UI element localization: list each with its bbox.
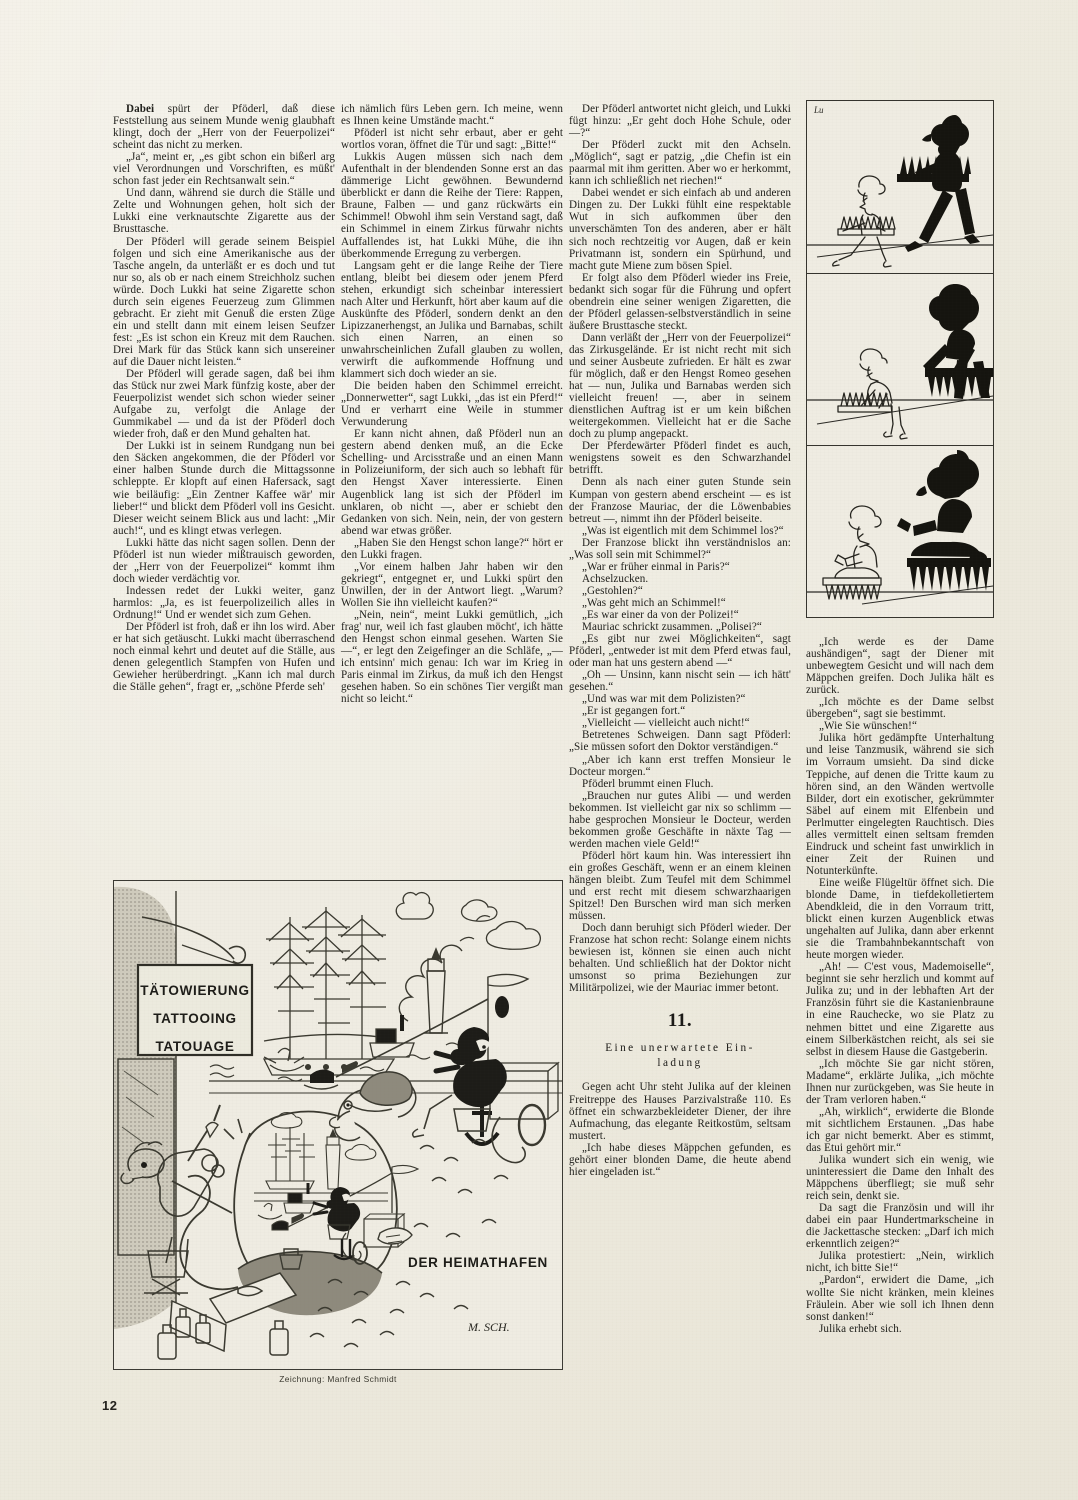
page-number: 12 (102, 1398, 118, 1413)
paragraph: Lukkis Augen müssen sich nach dem Aufenthalt in der blendenden Sonne erst an das dämmerige Licht gewöhnen. Bewundernd überblickt er dann die Reihe der Tiere: Rappen, Braune, Falben — und ganz rückwärts ein Schimmel! Obwohl ihm sein Verstand sagt, daß ein Schimmel in einem Zirkus fürwahr nichts Auffallendes ist, hat Lukki Mühe, die ihn überkommende Erregung zu verbergen. (341, 151, 563, 260)
paragraph: Julika erhebt sich. (819, 1322, 902, 1335)
paragraph: Gegen acht Uhr steht Julika auf der kleinen Freitreppe des Hauses Parzivalstraße 110. Es öffnet ein schwarzbekleideter Diener, der ihre Aufmachung, das elegante Reitkostüm, seltsam mustert. (569, 1081, 791, 1142)
paragraph: „War er früher einmal in Paris?“ (582, 560, 730, 573)
paragraph: „Es war einer da von der Polizei!“ (582, 608, 739, 621)
paragraph: Pföderl hört kaum hin. Was interessiert ihn ein großes Geschäft, wenn er an einem kleinen hängen bleibt. Zum Teufel mit dem Schimmel und erst recht mit diesem schwarzhaarigen Spitzel! Den Burschen wird man sich merken müssen. (569, 849, 791, 923)
paragraph: Pföderl brummt einen Fluch. (582, 777, 714, 790)
paragraph: Der Franzose blickt ihn verständnislos an: „Was soll sein mit Schimmel?“ (569, 536, 791, 561)
paragraph: „Aber ich kann erst treffen Monsieur le Docteur morgen.“ (569, 753, 791, 778)
paragraph: Der Pföderl will gerade sagen, daß bei ihm das Stück nur zwei Mark fünfzig koste, aber der Feuerpolizist wendet sich schon wieder seiner Aufgabe zu, verfolgt die Anlage der Gummikabel — und da ist der Pföderl doch wieder froh, daß er den Mund gehalten hat. (113, 368, 335, 441)
sign-line-3: TATOUAGE (155, 1039, 235, 1054)
paragraph: Er kann nicht ahnen, daß Pföderl nun an gestern abend denken muß, an die Ecke Schelling- und Arcisstraße und an einen Mann in Polizeiuniform, der sich auch so lebhaft für den Hengst Xaver interessierte. Einen Augenblick lang ist sich der Pföderl im unklaren, ob nicht —, aber er schiebt den Gedanken von sich. Nein, nein, der von gestern abend war etwas größer. (341, 428, 563, 537)
strip-panel-3 (807, 445, 993, 617)
paragraph: „Und was war mit dem Polizisten?“ (582, 693, 746, 706)
fakir-carrying-nail-board-icon (807, 101, 993, 273)
paragraph: Doch dann beruhigt sich Pföderl wieder. Der Franzose hat schon recht: Solange einem nichts bewiesen ist, können sie einen auch nicht behalten. Und schließlich hat der Doktor nicht umsonst so prima Beziehungen zur Militärpolizei, wie der Mauriac immer betont. (569, 922, 791, 995)
paragraph: „Vor einem halben Jahr haben wir den gekriegt“, entgegnet er, und Lukki spürt den Unwillen, der in der Antwort liegt. „Warum? Wollen Sie ihn vielleicht kaufen?“ (341, 560, 563, 609)
paragraph: „Nein, nein“, meint Lukki gemütlich, „ich frag' nur, weil ich fast glauben möcht', ich hätte den Hengst schon einmal gesehen. Warten Sie —“, er legt den Zeigefinger an die Schläfe, „— ich entsinn' mich genau: Ich war im Krieg in Paris einmal im Zirkus, da muß ich den Hengst gesehen haben. So ein schönes Tier vergißt man nicht so leicht.“ (341, 608, 563, 706)
paragraph: „Ich werde es der Dame aushändigen“, sagt der Diener mit unbewegtem Gesicht und will nach dem Mäppchen greifen. Doch Julika hält es zurück. (806, 636, 994, 697)
paragraph: Denn als nach einer guten Stunde sein Kumpan von gestern abend erscheint — es ist der Franzose Mauriac, der die Löwenbabies betreut —, nimmt ihn der Pföderl beiseite. (569, 476, 791, 525)
text-column-2 (341, 103, 563, 705)
text-column-4 (806, 636, 994, 1335)
paragraph: Der Pföderl antwortet nicht gleich, und Lukki fügt hinzu: „Er geht doch Hohe Schule, oder —?“ (569, 103, 791, 140)
strip-panel-2 (807, 273, 993, 445)
paragraph: Da sagt die Französin und will ihr dabei ein paar Hundertmarkscheine in die Jackettasche stecken: „Darf ich mich erkenntlich zeigen?“ (806, 1202, 994, 1251)
paragraph: „Ich möchte es der Dame selbst übergeben“, sagt sie bestimmt. (806, 696, 994, 721)
text-column-3 (569, 103, 791, 1178)
column3-body-after (569, 1081, 791, 1177)
strip-panel-1 (807, 101, 993, 273)
paragraph: „Pardon“, erwidert die Dame, „ich wollte Sie nicht kränken, mein kleines Fräulein. Aber wie soll ich Ihnen denn sonst danken!“ (806, 1274, 994, 1323)
paragraph: „Ja“, meint er, „es gibt schon ein bißerl arg viel Verordnungen und Vorschriften, es müßt' schon fast jeder ein Rechtsanwalt sein.“ (113, 151, 335, 188)
silhouette-comic-strip (806, 100, 994, 618)
paragraph: „Er ist gegangen fort.“ (582, 705, 686, 718)
cartoon-credit: Zeichnung: Manfred Schmidt (279, 1374, 397, 1384)
fakir-sitting-on-nail-board-icon (807, 446, 993, 617)
paragraph: Der Pföderl zuckt mit den Achseln. „Möglich“, sagt er patzig, „die Chefin ist ein paarmal mit ihm geritten. Aber wo er herkommt, kann ich schließlich net riechen!“ (569, 139, 791, 188)
paragraph: „Was geht mich an Schimmel!“ (582, 596, 726, 609)
paragraph: „Oh — Unsinn, kann nischt sein — ich hätt' gesehen.“ (569, 669, 791, 694)
cartoon-illustration (113, 880, 563, 1370)
paragraph: Pföderl ist nicht sehr erbaut, aber er geht wortlos voran, öffnet die Tür und sagt: „Bitte!“ (341, 127, 563, 152)
paragraph: Julika wundert sich ein wenig, wie uninteressiert die Dame den Inhalt des Mäppchens überfliegt; sie muß sehr reich sein, denkt sie. (806, 1154, 994, 1203)
paragraph: Julika protestiert: „Nein, wirklich nicht, ich bitte Sie!“ (806, 1250, 994, 1275)
paragraph: „Gestohlen?“ (582, 584, 643, 597)
paragraph: „Brauchen nur gutes Alibi — und werden bekommen. Ist vielleicht gar nix so schlimm — habe gesprochen Monsieur le Docteur, werden bekommen große Geschäfte in näxte Tag — werden machen viele Geld!“ (569, 789, 791, 850)
paragraph: Eine weiße Flügeltür öffnet sich. Die blonde Dame, in tiefdekolletiertem Abendkleid, die in den Vorraum tritt, blickt einen kurzen Augenblick etwas ungehalten auf Julika, dann aber erkennt sie die Trambahnbekanntschaft von heute morgen wieder. (806, 876, 994, 962)
chapter-number: 11. (667, 1010, 693, 1032)
cartoon-caption: DER HEIMATHAFEN (408, 1255, 548, 1270)
paragraph: Dabei wendet er sich einfach ab und anderen Dingen zu. Der Lukki fühlt eine respektable Wut in sich aufkommen über den unverschämten Ton des anderen, aber er hält sich noch rechtzeitig vor Augen, daß er kein Privatmann ist, sondern ein Spürhund, und macht gute Miene zum bösen Spiel. (569, 187, 791, 272)
paragraph: Dann verläßt der „Herr von der Feuerpolizei“ das Zirkusgelände. Er ist nicht recht mit sich und seiner Ausbeute zufrieden. Er hält es zwar für möglich, daß er den Hengst Romeo gesehen hat — nun, Julika und Barnabas werden sich vielleicht freuen! —, aber in seinem dienstlichen Auftrag ist er um kein bißchen weitergekommen. Vielleicht hat er die Sache doch zu plump angepackt. (569, 331, 791, 441)
paragraph: „Was ist eigentlich mit dem Schimmel los?“ (582, 524, 784, 537)
harbour-tattoo-cartoon-icon (114, 881, 562, 1369)
paragraph: Er folgt also dem Pföderl wieder ins Freie, bedankt sich sogar für die Führung und opfert obendrein eine seiner wenigen Zigaretten, die der Pföderl gelassen-selbstverständlich in seine äußere Brusttasche steckt. (569, 271, 791, 332)
paragraph: Der Pföderl ist froh, daß er ihn los wird. Aber er hat sich getäuscht. Lukki macht überraschend noch einmal kehrt und deutet auf die Ställe, aus denen gelegentlich Stampfen von Hufen und Gewieher herüberdringt. „Kann ich mal durch die Ställe gehen“, fragt er, „schöne Pferde seh' (113, 621, 335, 694)
paragraph: Indessen redet der Lukki weiter, ganz harmlos: „Ja, es ist feuerpolizeilich alles in Ordnung!“ Und er wendet sich zum Gehen. (113, 584, 335, 621)
artist-signature-lu: Lu (814, 105, 824, 115)
fakir-placing-nail-board-icon (807, 274, 993, 445)
sign-line-1: TÄTOWIERUNG (140, 983, 250, 998)
paragraph: Die beiden haben den Schimmel erreicht. „Donnerwetter“, sagt Lukki, „das ist ein Pferd!“ Und er verharrt eine Weile in stummer Verwunderung (341, 380, 563, 429)
paragraph: „Ich habe dieses Mäppchen gefunden, es gehört einer blonden Dame, die heute abend hier eingeladen ist.“ (569, 1141, 791, 1178)
paragraph: „Es gibt nur zwei Möglichkeiten“, sagt Pföderl, „entweder ist mit dem Pferd etwas faul, oder man hat uns gestern abend —“ (569, 633, 791, 670)
paragraph: Und dann, während sie durch die Ställe und Zelte und Wohnungen gehen, holt sich der Lukki eine verknautschte Zigarette aus der Brusttasche. (113, 187, 335, 236)
paragraph: Der Pföderl will gerade seinem Beispiel folgen und sich eine Amerikanische aus der Tasche angeln, da unterläßt er es doch und tut nur so, als ob er nach einem Streichholz suchen würde. Doch Lukki hat seine Zigarette schon durch sein eigenes Feuerzeug zum Glimmen gebracht. Er zieht mit Genuß die ersten Züge ein und stellt dann mit einem leisen Seufzer fest: „Es ist schon ein Kreuz mit dem Rauchen. Drei Mark für das Stück kann sich unsereiner auf die Dauer nicht leisten.“ (113, 235, 335, 368)
paragraph: Lukki hätte das nicht sagen sollen. Denn der Pföderl ist nun wieder mißtrauisch geworden, der „Herr von der Feuerpolizei“ kommt ihm doch wieder verdächtig vor. (113, 536, 335, 585)
paragraph: Julika hört gedämpfte Unterhaltung und leise Tanzmusik, während sie sich im Vorraum umsieht. Da sind dicke Teppiche, auf denen die Tritte kaum zu hören sind, an den Wänden wertvolle Bilder, dort ein exotischer, gekrümmter Säbel auf einem mit Elfenbein und Perlmutter eingelegten Rauchtisch. Dies alles vermittelt einen seltsam fremden Eindruck und scheint fast unwirklich in einer Zeit der Ruinen und Notunterkünfte. (806, 732, 994, 877)
paragraph: Langsam geht er die lange Reihe der Tiere entlang, bleibt bei diesem oder jenem Pferd stehen, erkundigt sich scheinbar interessiert nach Alter und Herkunft, hört aber kaum auf die Auskünfte des Pföderl, sondern denkt an den Lipizzanerhengst, an Julika und Barnabas, schilt sich einen Narren, an einen so unwahrscheinlichen Zufall glauben zu wollen, verwirft die aufkommende Hoffnung und klammert sich doch wieder an sie. (341, 259, 563, 381)
paragraph: „Ich möchte Sie gar nicht stören, Madame“, erklärte Julika, „ich möchte Ihnen nur zurückgeben, was Sie heute in der Tram verloren haben.“ (806, 1057, 994, 1106)
paragraph: ich nämlich fürs Leben gern. Ich meine, wenn es Ihnen keine Umstände macht.“ (341, 103, 563, 128)
paragraph: Der Pferdewärter Pföderl findet es auch, wenigstens soweit es den Schwarzhandel betrifft. (569, 440, 791, 477)
paragraph: Mauriac schrickt zusammen. „Polisei?“ (582, 621, 762, 634)
paragraph: „Haben Sie den Hengst schon lange?“ hört er den Lukki fragen. (341, 536, 563, 561)
paragraph: Betretenes Schweigen. Dann sagt Pföderl: „Sie müssen sofort den Doktor verständigen.“ (569, 729, 791, 754)
chapter-title: Eine unerwartete Ein- ladung (605, 1042, 755, 1070)
paragraph: Dabei spürt der Pföderl, daß diese Feststellung aus seinem Munde wenig glaubhaft klingt, doch der „Herr von der Feuerpolizei“ scheint das nicht zu merken. (113, 103, 335, 152)
cartoon-artist-mark: M. SCH. (468, 1320, 510, 1334)
paragraph: Der Lukki ist in seinem Rundgang nun bei den Säcken angekommen, die der Pföderl vor einer halben Stunde durch die Mittagssonne schleppte. Er klopft auf einen Hafersack, sagt wie beiläufig: „Ein Zentner Kaffee wär' mir lieber!“ und blickt dem Pföderl voll ins Gesicht. Dieser weicht seinem Blick aus und lacht: „Mir auch!“, und es klingt etwas verlegen. (113, 440, 335, 537)
paragraph: „Wie Sie wünschen!“ (819, 720, 917, 733)
sign-line-2: TATTOOING (153, 1011, 237, 1026)
paragraph: Achselzucken. (582, 572, 649, 585)
column3-body (569, 103, 791, 994)
paragraph: „Ah, wirklich“, erwiderte die Blonde mit sichtlichem Erstaunen. „Das habe ich gar nicht bemerkt. Aber es stimmt, das Etui gehört mir.“ (806, 1105, 994, 1154)
text-column-1 (113, 103, 335, 693)
paragraph: „Vielleicht — vielleicht auch nicht!“ (582, 717, 750, 730)
paragraph: „Ah! — C'est vous, Mademoiselle“, beginnt sie sehr herzlich und kommt auf Julika zu; und in der lebhaften Art der Französin führt sie die Kastanienbraune in eine Rauchecke, wo sie Platz zu nehmen bittet und eine Zigarette aus einem Silberkästchen reicht, als sei sie selbst in diesem Hause die Gastgeberin. (806, 961, 994, 1058)
